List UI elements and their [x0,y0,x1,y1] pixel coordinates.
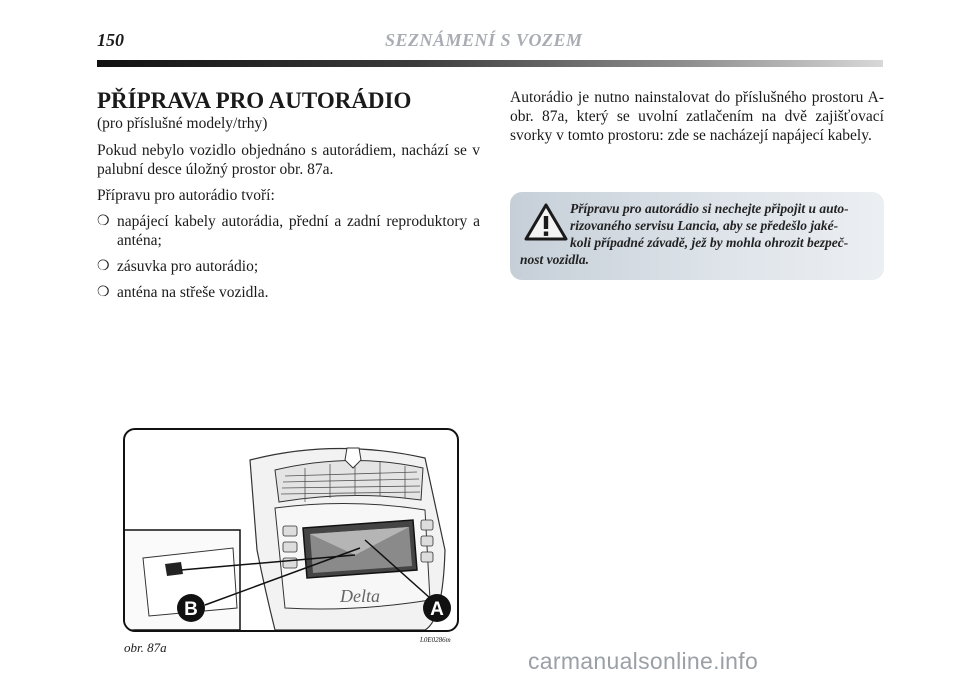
list-item-text: napájecí kabely autorádia, přední a zadní reproduktory a anténa; [117,213,480,249]
intro-paragraph: Pokud nebylo vozidlo objednáno s autorádiem, nachází se v palubní desce úložný prostor obr. 87a. [97,142,480,178]
section-title: SEZNÁMENÍ S VOZEM [385,30,583,50]
warning-line: nost vozidla. [520,252,590,267]
bullet-list [97,212,480,302]
label-b: B [184,599,198,620]
list-item-text: zásuvka pro autorádio; [117,258,259,275]
figure-code: L0E0286m [420,636,451,644]
warning-line: Přípravu pro autorádio si nechejte připojit u auto- [570,201,849,216]
figure-frame [123,428,459,632]
main-heading: PŘÍPRAVA PRO AUTORÁDIO [97,88,412,113]
warning-line: rizovaného servisu Lancia, aby se předešlo jaké- [570,218,839,233]
figure-caption: obr. 87a [124,640,167,655]
header-rule [97,60,883,67]
bullet-icon: ❍ [97,214,110,229]
list-intro: Přípravu pro autorádio tvoří: [97,187,275,204]
label-a: A [430,599,444,620]
warning-box [510,192,884,280]
page-number: 150 [97,30,124,50]
sub-heading: (pro příslušné modely/trhy) [97,115,268,132]
list-item [97,212,480,250]
list-item-text: anténa na střeše vozidla. [117,284,269,301]
delta-script-label: Delta [340,586,380,606]
bullet-icon: ❍ [97,259,110,274]
list-item [97,283,480,302]
watermark[interactable]: carmanualsonline.info [528,648,759,674]
list-item [97,257,480,276]
left-column [97,88,480,309]
warning-line: koli případné závadě, jež by mohla ohrozit bezpeč- [570,235,849,250]
radio-compartment-illustration [125,430,457,630]
warning-text [510,200,876,268]
install-paragraph: Autorádio je nutno nainstalovat do příslušného prostoru A-obr. 87a, který se uvolní zatlačením na dvě zajišťovací svorky v tomto prostoru: zde se nacházejí napájecí kabely. [510,89,884,144]
bullet-icon: ❍ [97,285,110,300]
right-column [510,88,884,145]
